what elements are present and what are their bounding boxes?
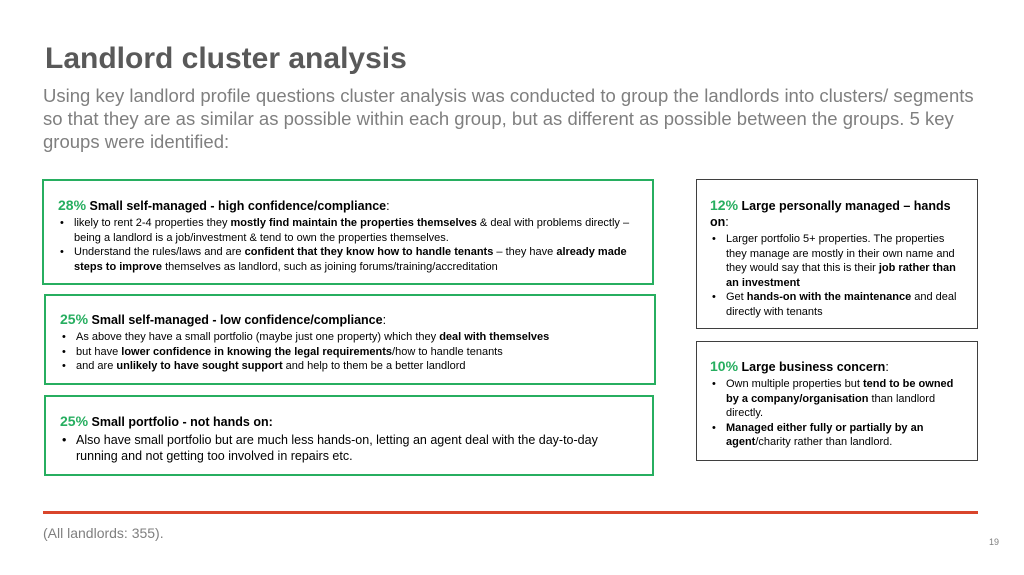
cluster-heading: 10% Large business concern:: [710, 358, 889, 374]
cluster-name: Small portfolio - not hands on:: [91, 415, 273, 429]
page-number: 19: [988, 537, 999, 547]
cluster-box-low-confidence: [44, 294, 656, 385]
cluster-bullet: • and are unlikely to have sought support and help to them be a better landlord: [60, 359, 640, 374]
cluster-heading: 12% Large personally managed – hands on:: [710, 197, 951, 229]
footer-divider: [43, 511, 978, 514]
cluster-bullet: • Get hands-on with the maintenance and deal directly with tenants: [710, 290, 965, 319]
cluster-bullet: • but have lower confidence in knowing the legal requirements/how to handle tenants: [60, 345, 640, 360]
page-subtitle: Using key landlord profile questions cluster analysis was conducted to group the landlords into clusters/ segments so that they are as similar as possible within each group, but as different as possible between the groups. 5 key groups were identified:: [43, 85, 974, 152]
cluster-heading: 28% Small self-managed - high confidence/compliance:: [58, 197, 390, 213]
base-footnote: (All landlords: 355).: [43, 525, 164, 541]
cluster-box-large-business: [696, 341, 978, 461]
cluster-box-high-confidence: [42, 179, 654, 285]
cluster-name: Small self-managed - high confidence/compliance: [89, 199, 387, 213]
cluster-bullet-list: [58, 216, 638, 274]
cluster-bullet: • Also have small portfolio but are much less hands-on, letting an agent deal with the day-to-day running and not getting too involved in repairs etc.: [60, 432, 638, 464]
cluster-percentage: 12%: [710, 197, 739, 213]
cluster-bullet: • likely to rent 2-4 properties they mostly find maintain the properties themselves & deal with problems directly – being a landlord is a job/investment & tend to own the properties themselves.: [58, 216, 638, 245]
cluster-name: Small self-managed - low confidence/compliance: [91, 313, 383, 327]
cluster-bullet: • Own multiple properties but tend to be owned by a company/organisation than landlord directly.: [710, 377, 965, 421]
cluster-bullet: • Larger portfolio 5+ properties. The properties they manage are mostly in their own name and they would say that this is their job rather than an investment: [710, 232, 965, 290]
page-title: Landlord cluster analysis: [45, 42, 407, 75]
cluster-heading: [60, 413, 638, 430]
cluster-heading: 25% Small self-managed - low confidence/compliance:: [60, 311, 387, 327]
cluster-percentage: 28%: [58, 197, 87, 213]
cluster-bullet-list: [60, 432, 638, 464]
cluster-name: Large personally managed – hands on: [710, 199, 951, 229]
cluster-percentage: 25%: [60, 311, 89, 327]
cluster-bullet: • As above they have a small portfolio (maybe just one property) which they deal with themselves: [60, 330, 640, 345]
cluster-bullet-list: [710, 377, 965, 450]
cluster-box-not-hands-on: [44, 395, 654, 476]
cluster-bullet-list: [60, 330, 640, 374]
cluster-bullet: • Understand the rules/laws and are confident that they know how to handle tenants – they have already made steps to improve themselves as landlord, such as joining forums/training/accreditation: [58, 245, 638, 274]
cluster-name: Large business concern: [741, 360, 886, 374]
cluster-box-large-hands-on: [696, 179, 978, 329]
cluster-bullet: • Managed either fully or partially by an agent/charity rather than landlord.: [710, 421, 965, 450]
cluster-percentage: 25%: [60, 413, 89, 429]
cluster-bullet-list: [710, 232, 965, 319]
cluster-percentage: 10%: [710, 358, 739, 374]
